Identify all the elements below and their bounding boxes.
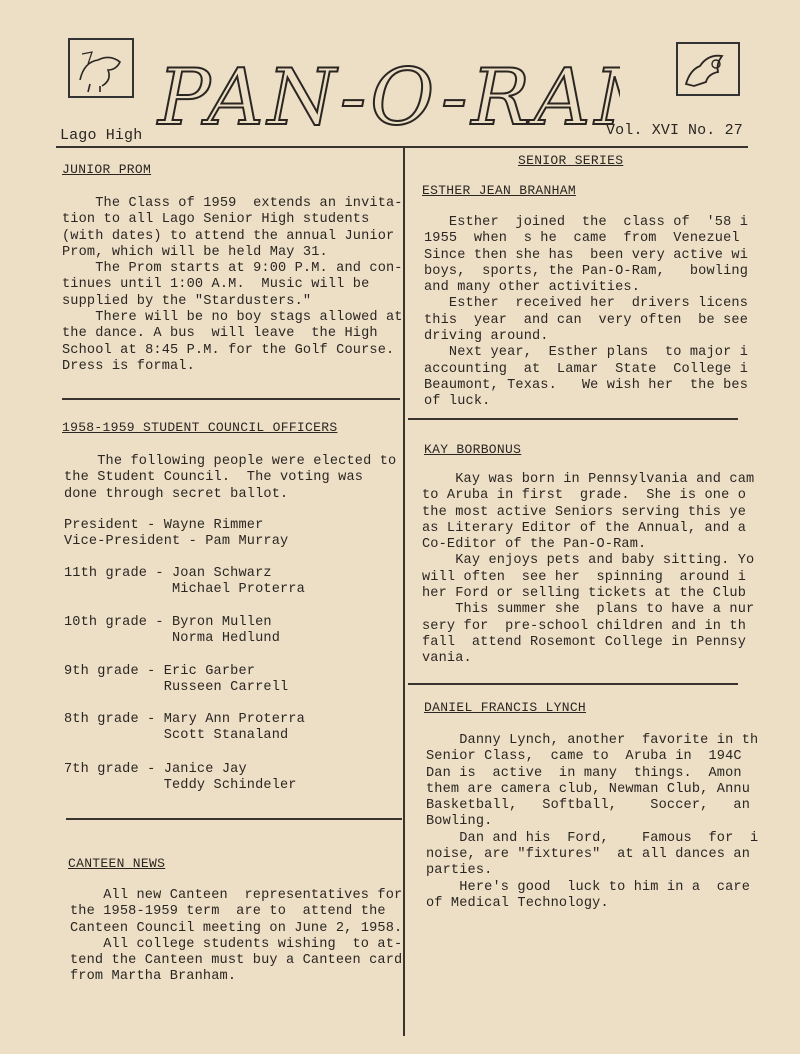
esther-body: Esther joined the class of '58 i 1955 when s he came from Venezuel Since then she has been very active wi boys, sports, the Pan-O-Ram, bowling and many other activities. Esther received her drivers licens this year and can very often be see driving around. Next year, Esther plans to major i accounting at Lamar State College i Beaumont, Texas. We wish her the bes of luck.: [424, 215, 748, 410]
council-grade-9: 9th grade - Eric Garber Russeen Carrell: [64, 664, 289, 696]
column-divider: [403, 146, 405, 1036]
masthead-title: [150, 40, 620, 140]
daniel-heading: DANIEL FRANCIS LYNCH: [424, 700, 587, 715]
ram-logo-left: [68, 38, 134, 98]
junior-prom-body: The Class of 1959 extends an invita- tion to all Lago Senior High students (with dates) to attend the annual Junior Prom, which will be held May 31. The Prom starts at 9:00 P.M. and con- tinues until 1:00 A.M. Music will be supplied by the "Stardusters." There will be no boy stags allowed at the dance. A bus will leave the High School at 8:45 P.M. for the Golf Course. Dress is formal.: [62, 196, 403, 374]
daniel-body: Danny Lynch, another favorite in th Senior Class, came to Aruba in 194C Dan is active in many things. Amon them are camera club, Newman Club, Annu Basketball, Softball, Soccer, an Bowling. Dan and his Ford, Famous for i noise, are "fixtures" at all dances an parties. Here's good luck to him in a care of Medical Technology.: [426, 733, 759, 911]
volume-label: Vol. XVI: [606, 122, 680, 139]
canteen-heading: CANTEEN NEWS: [68, 856, 166, 871]
section-rule: [62, 398, 400, 400]
masthead-rule: [56, 146, 748, 148]
kay-heading: KAY BORBONUS: [424, 442, 522, 457]
section-rule: [408, 418, 738, 420]
section-rule: [66, 818, 402, 820]
esther-heading: ESTHER JEAN BRANHAM: [422, 183, 576, 198]
canteen-body: All new Canteen representatives for the 1958-1959 term are to attend the Canteen Council meeting on June 2, 1958. All college students wishing to at- tend the Canteen must buy a Canteen card from Martha Branham.: [70, 888, 403, 985]
issue-number: No. 27: [688, 122, 743, 139]
council-grade-8: 8th grade - Mary Ann Proterra Scott Stanaland: [64, 712, 305, 744]
council-intro: The following people were elected to the Student Council. The voting was done through secret ballot.: [64, 454, 397, 502]
junior-prom-heading: JUNIOR PROM: [62, 162, 152, 177]
senior-series-heading: SENIOR SERIES: [518, 153, 624, 168]
ram-logo-right: [676, 42, 740, 96]
school-name: Lago High: [60, 127, 143, 144]
council-grade-7: 7th grade - Janice Jay Teddy Schindeler: [64, 762, 297, 794]
council-officers: President - Wayne Rimmer Vice-President - Pam Murray: [64, 518, 289, 550]
section-rule: [408, 683, 738, 685]
masthead-title-text: PAN-O-RA: [158, 53, 595, 140]
council-heading: 1958-1959 STUDENT COUNCIL OFFICERS: [62, 420, 338, 435]
kay-body: Kay was born in Pennsylvania and cam to Aruba in first grade. She is one o the most active Seniors serving this ye as Literary Editor of the Annual, and a Co-Editor of the Pan-O-Ram. Kay enjoys pets and baby sitting. Yo will often see her spinning around i her Ford or selling tickets at the Club This summer she plans to have a nur sery for pre-school children and in th fall attend Rosemont College in Pennsy vania.: [422, 472, 755, 667]
council-grade-11: 11th grade - Joan Schwarz Michael Proterra: [64, 566, 305, 598]
council-grade-10: 10th grade - Byron Mullen Norma Hedlund: [64, 615, 280, 647]
